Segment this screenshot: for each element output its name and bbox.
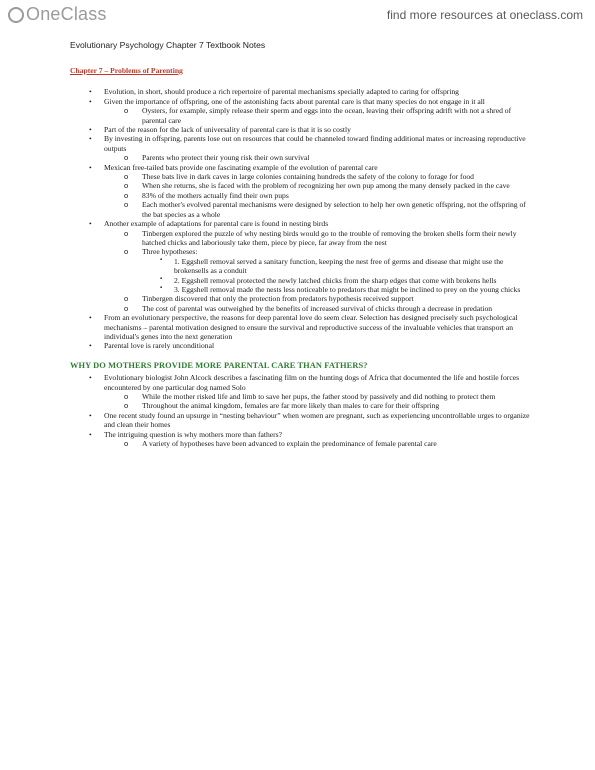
bullet-marker-icon: • bbox=[89, 96, 92, 106]
sub-bullet-point bbox=[124, 153, 535, 162]
bullet-text: By investing in offspring, parents lose out on resources that could be channeled toward finding additional mates or increasing reproductive outputs bbox=[104, 134, 526, 153]
bullet-text: Given the importance of offspring, one of the astonishing facts about parental care is that many species do not engage in it all bbox=[104, 96, 485, 106]
bullet-text: 2. Eggshell removal protected the newly latched chicks from the sharp edges that come with brokens hells bbox=[174, 275, 497, 285]
bullet-marker-icon: ▪ bbox=[160, 275, 163, 282]
logo-circle-icon bbox=[8, 7, 24, 23]
bullet-marker-icon: • bbox=[89, 87, 92, 97]
sub-bullet-point bbox=[124, 439, 535, 448]
sub-bullet-point bbox=[124, 200, 535, 219]
bullet-marker-icon: ▪ bbox=[160, 284, 163, 291]
bullet-marker-icon: • bbox=[89, 125, 92, 135]
bullet-point bbox=[70, 134, 535, 162]
bullet-marker-icon: • bbox=[89, 134, 92, 144]
oneclass-logo[interactable] bbox=[8, 4, 107, 25]
bullet-point bbox=[70, 97, 535, 125]
bullet-marker-icon: o bbox=[124, 401, 129, 411]
nested-list bbox=[70, 392, 535, 411]
notes-body bbox=[70, 66, 535, 448]
sub-bullet-point bbox=[124, 229, 535, 248]
bullet-marker-icon: o bbox=[124, 153, 129, 163]
bullet-text: The intriguing question is why mothers more than fathers? bbox=[104, 429, 282, 439]
bullet-text: Evolutionary biologist John Alcock describes a fascinating film on the hunting dogs of Africa that documented the life and hostile forces encountered by one particular dog named Solo bbox=[104, 373, 520, 392]
nested-list bbox=[70, 106, 535, 125]
sub-sub-bullet-point bbox=[160, 285, 535, 294]
bullet-text: These bats live in dark caves in large colonies containing hundreds the safety of the colony to forage for food bbox=[142, 172, 474, 182]
bullet-text: A variety of hypotheses have been advanced to explain the predominance of female parental care bbox=[142, 439, 437, 449]
bullet-marker-icon: • bbox=[89, 219, 92, 229]
bullet-text: Oysters, for example, simply release their sperm and eggs into the ocean, leaving their offspring adrift with not a shred of parental care bbox=[142, 106, 512, 125]
bullet-point bbox=[70, 87, 535, 96]
bullet-marker-icon: o bbox=[124, 392, 129, 401]
bullet-text: Another example of adaptations for parental care is found in nesting birds bbox=[104, 219, 329, 229]
logo-text: OneClass bbox=[26, 4, 107, 24]
bullet-marker-icon: • bbox=[89, 410, 92, 420]
bullet-text: The cost of parental was outweighed by the benefits of increased survival of chicks through a decrease in predation bbox=[142, 303, 493, 313]
bullet-marker-icon: o bbox=[124, 247, 129, 257]
bullet-marker-icon: o bbox=[124, 303, 129, 313]
sub-bullet-point bbox=[124, 294, 535, 303]
bullet-text: Tinbergen discovered that only the protection from predators hypothesis received support bbox=[142, 294, 414, 304]
resources-link[interactable]: find more resources at oneclass.com bbox=[386, 8, 583, 22]
sub-sub-bullet-point bbox=[160, 276, 535, 285]
bullet-marker-icon: o bbox=[124, 172, 129, 182]
bullet-text: 1. Eggshell removal served a sanitary function, keeping the nest free of germs and disease that might use the brokensells as a conduit bbox=[174, 256, 504, 276]
bullet-marker-icon: o bbox=[124, 181, 129, 191]
bullet-point bbox=[70, 219, 535, 313]
bullet-marker-icon: o bbox=[124, 228, 129, 238]
bullet-text: Parents who protect their young risk their own survival bbox=[142, 153, 310, 163]
sub-bullet-point bbox=[124, 106, 535, 125]
bullet-marker-icon: • bbox=[89, 429, 92, 439]
chapter-heading: Chapter 7 – Problems of Parenting bbox=[70, 66, 183, 75]
bullet-marker-icon: • bbox=[89, 162, 92, 172]
bullet-text: 3. Eggshell removal made the nests less noticeable to predators that might be inclined to prey on the young chicks bbox=[174, 284, 521, 294]
bullet-text: Throughout the animal kingdom, females are far more likely than males to care for their offspring bbox=[142, 401, 440, 411]
bullet-text: One recent study found an upsurge in “nesting behaviour” when women are pregnant, such as experiencing uncontrollable urges to organize and clean their homes bbox=[104, 410, 530, 430]
bullet-text: Each mother's evolved parental mechanisms were designed by selection to help her own genetic offspring, not the offspring of the bat species as a whole bbox=[142, 200, 526, 219]
bullet-point bbox=[70, 430, 535, 449]
bullet-text: Evolution, in short, should produce a rich repertoire of parental mechanisms specially adapted to caring for offspring bbox=[104, 87, 459, 97]
document-title: Evolutionary Psychology Chapter 7 Textbook Notes bbox=[70, 40, 266, 50]
bullet-text: Parental love is rarely unconditional bbox=[104, 341, 215, 351]
nested-list bbox=[70, 172, 535, 219]
bullet-text: 83% of the mothers actually find their own pups bbox=[142, 190, 289, 200]
bullet-marker-icon: o bbox=[124, 200, 129, 210]
section-heading: WHY DO MOTHERS PROVIDE MORE PARENTAL CARE THAN FATHERS? bbox=[70, 360, 368, 370]
bullet-text: From an evolutionary perspective, the reasons for deep parental love do seem clear. Selection has designed precisely such psychological mechanisms – parental motivation designed to ensure the survival and reproductive success of the invaluable vehicles that transport an individual's genes into the next generation bbox=[104, 313, 518, 341]
bullet-point bbox=[70, 411, 535, 430]
bullet-marker-icon: o bbox=[124, 106, 129, 116]
sub-bullet-point bbox=[124, 247, 535, 294]
sub-bullet-point bbox=[124, 304, 535, 313]
sub-bullet-point bbox=[124, 401, 535, 410]
bullet-point bbox=[70, 341, 535, 350]
nested-list bbox=[70, 153, 535, 162]
bullet-point bbox=[70, 163, 535, 219]
bullet-text: Three hypotheses: bbox=[142, 247, 198, 257]
bullet-marker-icon: o bbox=[124, 294, 129, 304]
sub-bullet-point bbox=[124, 392, 535, 401]
bullet-text: Part of the reason for the lack of universality of parental care is that it is so costly bbox=[104, 125, 351, 135]
nested-list bbox=[124, 257, 535, 295]
bullet-marker-icon: • bbox=[89, 373, 92, 383]
bullet-point bbox=[70, 125, 535, 134]
bullet-text: Mexican free-tailed bats provide one fascinating example of the evolution of parental care bbox=[104, 162, 378, 172]
bullet-text: Tinbergen explored the puzzle of why nesting birds would go to the trouble of removing the broken shells form their newly hatched chicks and laboriously take them, piece by piece, far away from the nest bbox=[142, 228, 517, 247]
notes-list bbox=[70, 87, 535, 350]
nested-list bbox=[70, 439, 535, 448]
sub-bullet-point bbox=[124, 172, 535, 181]
bullet-text: While the mother risked life and limb to save her pups, the father stood by passively and did nothing to protect them bbox=[142, 392, 496, 401]
bullet-marker-icon: o bbox=[124, 190, 129, 200]
bullet-text: When she returns, she is faced with the problem of recognizing her own pup among the many densely packed in the cave bbox=[142, 181, 510, 191]
bullet-marker-icon: o bbox=[124, 439, 129, 449]
sub-bullet-point bbox=[124, 181, 535, 190]
bullet-point bbox=[70, 373, 535, 411]
notes-list-2 bbox=[70, 373, 535, 448]
bullet-marker-icon: ▪ bbox=[160, 256, 163, 263]
bullet-marker-icon: • bbox=[89, 313, 92, 323]
page-header bbox=[0, 0, 595, 32]
sub-sub-bullet-point bbox=[160, 257, 535, 276]
bullet-point bbox=[70, 313, 535, 341]
bullet-marker-icon: • bbox=[89, 341, 92, 351]
sub-bullet-point bbox=[124, 191, 535, 200]
nested-list bbox=[70, 229, 535, 314]
